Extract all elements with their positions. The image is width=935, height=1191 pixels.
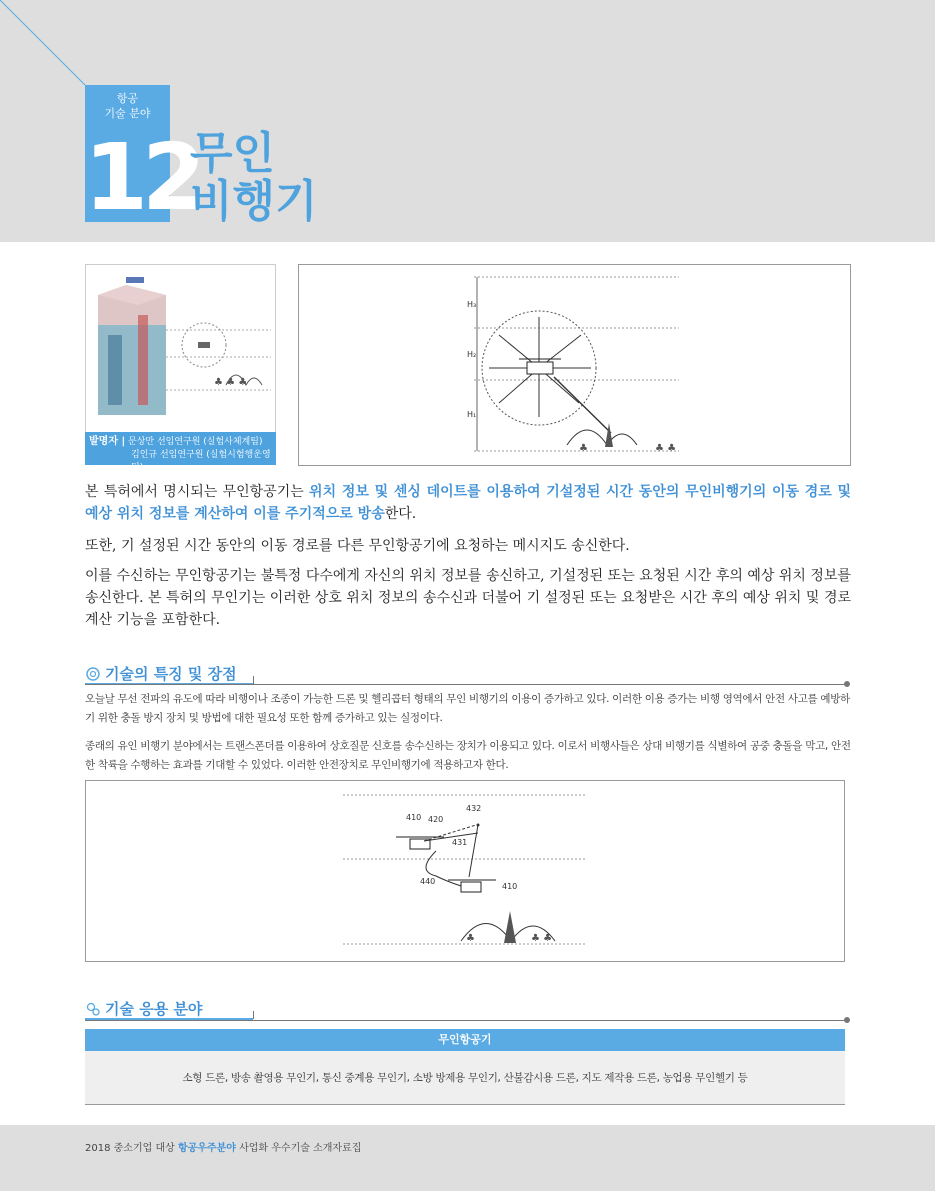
footer-pre: 2018 중소기업 대상	[85, 1143, 178, 1154]
label-440: 440	[420, 877, 436, 886]
features-paragraph-1: 오늘날 무선 전파의 유도에 따라 비행이나 조종이 가능한 드론 및 헬리콥터 형태의 무인 비행기의 이용이 증가하고 있다. 이러한 이용 증가는 비행 영역에서 안전 사고를 예방하기 위한 충돌 방지 장치 및 방법에 대한 필요성 또한 함께 증가하고 있는 실정이다.	[85, 693, 850, 724]
inventor-box	[85, 432, 276, 473]
intro-paragraph-2: 또한, 기 설정된 시간 동안의 이동 경로를 다른 무인항공기에 요청하는 메시지도 송신한다.	[85, 538, 630, 554]
footer-accent: 항공우주분야	[177, 1143, 236, 1154]
svg-text:♣ ♣: ♣ ♣	[531, 933, 553, 944]
features-title-text: 기술의 특징 및 장점	[105, 665, 237, 683]
intro-p1-pre: 본 특허에서 명시되는 무인항공기는	[85, 484, 310, 500]
features-divider-dot	[844, 681, 850, 687]
category-line1: 항공	[116, 92, 139, 105]
intro-paragraph-3: 이를 수신하는 무인항공기는 불특정 다수에게 자신의 위치 정보를 송신하고, 기설정된 또는 요청된 시간 후의 예상 위치 정보를 송신한다. 본 특허의 무인기는 이러한 상호 위치 정보의 송수신과 더불어 기 설정된 또는 요청받은 시간 후의 예상 위치 및 경로 계산 기능을 포함한다.	[85, 568, 851, 628]
collision-diagram-graphic	[86, 781, 844, 961]
features-section-title	[85, 663, 237, 684]
title-line1: 무인	[190, 128, 276, 179]
inventor-line1: 문상만 선임연구원 (실험사체계팀)	[128, 437, 263, 447]
category-line2: 기술 분야	[104, 107, 151, 120]
intro-paragraph-1	[85, 481, 851, 525]
label-420: 420	[428, 815, 444, 824]
applications-section-title	[85, 998, 202, 1019]
applications-title-tick	[253, 1011, 254, 1019]
gear-icon	[85, 666, 101, 682]
applications-title-text: 기술 응용 분야	[105, 1000, 203, 1018]
footer-post: 사업화 우수기술 소개자료집	[235, 1143, 362, 1154]
svg-text:♣ ♣ ♣: ♣ ♣ ♣	[214, 377, 248, 388]
section-number: 12	[84, 124, 201, 231]
title-line2: 비행기	[190, 176, 318, 227]
inventor-line2: 김인규 선임연구원 (실험시험행운영팀)	[131, 450, 271, 473]
label-410-b: 410	[502, 882, 518, 891]
inventor-label: 발명자 |	[89, 436, 126, 447]
applications-table-header: 무인항공기	[85, 1029, 845, 1051]
intro-p1-highlight: 위치 정보 및 센싱 데이트를 이용하여 기설정된 시간 동안의 무인비행기의 이동 경로 및 예상 위치 정보를 계산하여 이를 주기적으로 방송	[85, 484, 851, 522]
concept-illustration-graphic	[86, 265, 275, 433]
page-title	[190, 130, 318, 226]
gears-icon	[85, 1001, 101, 1017]
height-label-h3: H₃	[467, 300, 477, 309]
footer-text	[85, 1139, 361, 1154]
svg-text:♣: ♣	[466, 933, 475, 944]
broadcast-diagram	[298, 264, 851, 466]
height-label-h1: H₁	[467, 410, 477, 419]
svg-text:♣: ♣	[579, 443, 588, 454]
broadcast-diagram-graphic	[299, 265, 850, 465]
applications-table-body: 소형 드론, 방송 촬영용 무인기, 통신 중계용 무인기, 소방 방제용 무인기, 산불감시용 드론, 지도 제작용 드론, 농업용 무인헬기 등	[85, 1051, 845, 1105]
collision-diagram	[85, 780, 845, 962]
features-title-tick	[253, 676, 254, 684]
footer-band	[0, 1125, 935, 1191]
features-paragraph-2: 종래의 유인 비행기 분야에서는 트랜스폰더를 이용하여 상호질문 신호를 송수신하는 장치가 이용되고 있다. 이로서 비행사들은 상대 비행기를 식별하여 공중 충돌을 막고, 안전한 착륙을 수행하는 효과를 기대할 수 있었다. 이러한 안전장치로 무인비행기에 적용하고자 한다.	[85, 740, 851, 771]
height-label-h2: H₂	[467, 350, 477, 359]
features-divider	[85, 684, 847, 685]
svg-text:♣ ♣: ♣ ♣	[655, 443, 677, 454]
label-431: 431	[452, 838, 468, 847]
label-410-a: 410	[406, 813, 422, 822]
intro-p1-post: 한다.	[384, 506, 417, 522]
applications-divider	[85, 1020, 847, 1021]
label-432: 432	[466, 804, 482, 813]
applications-divider-dot	[844, 1017, 850, 1023]
